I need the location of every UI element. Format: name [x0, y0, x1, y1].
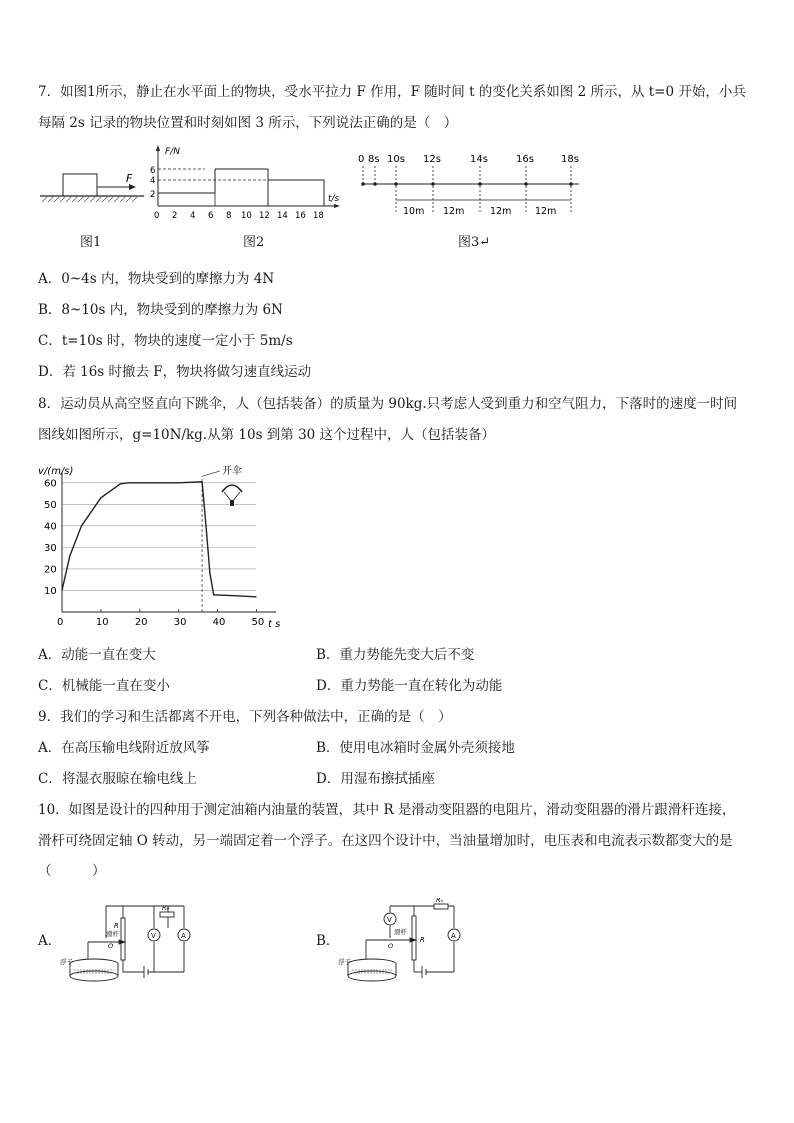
q8-stem-line2: 图线如图所示，g=10N/kg.从第 10s 到第 30 这个过程中，人（包括装备） [38, 427, 496, 443]
svg-text:8s: 8s [368, 154, 380, 165]
q8-option-c: C．机械能一直在变小 [38, 678, 170, 694]
ytick-label-20: 20 [44, 564, 57, 576]
float-label: 浮子 [60, 958, 73, 966]
svg-text:0: 0 [358, 154, 365, 165]
svg-text:滑杆: 滑杆 [106, 930, 119, 938]
svg-text:A: A [181, 932, 186, 940]
q7-figure1 [38, 150, 148, 210]
q10-circuit-b [336, 898, 466, 986]
svg-text:12m: 12m [443, 206, 465, 217]
svg-text:12m: 12m [490, 206, 512, 217]
svg-text:V: V [387, 916, 392, 924]
ytick-label-60: 60 [44, 478, 57, 490]
q7-stem-line2: 每隔 2s 记录的物块位置和时刻如图 3 所示，下列说法正确的是（ ） [38, 115, 458, 131]
q7-option-c: C．t=10s 时，物块的速度一定小于 5m/s [38, 333, 293, 349]
q10-option-a-label: A． [38, 933, 62, 949]
svg-text:10s: 10s [387, 154, 405, 165]
y-axis-label: F/N [165, 147, 180, 157]
svg-text:4: 4 [190, 211, 196, 221]
grid [62, 483, 256, 591]
chute-annotation: 开伞 [222, 466, 242, 477]
q7-option-b: B．8~10s 内，物块受到的摩擦力为 6N [38, 302, 283, 318]
svg-text:14: 14 [277, 211, 288, 221]
ground-hatching [42, 196, 138, 202]
oil-tank-icon [70, 959, 118, 981]
q10-stem-line3: （ ） [38, 863, 106, 879]
ytick-4: 4 [150, 176, 156, 186]
q8-option-b: B．重力势能先变大后不变 [316, 647, 475, 663]
q9-option-b: B．使用电冰箱时金属外壳须接地 [316, 740, 515, 756]
ytick-label-30: 30 [44, 542, 57, 554]
svg-text:12m: 12m [535, 206, 557, 217]
velocity-series-line [62, 482, 257, 597]
svg-text:16: 16 [295, 211, 306, 221]
q8-option-d: D．重力势能一直在转化为动能 [316, 678, 503, 694]
q10-stem-line1: 10．如图是设计的四种用于测定油箱内油量的装置，其中 R 是滑动变阻器的电阻片，滑动变阻器的滑片跟滑杆连接， [38, 802, 736, 818]
q7-figure2 [148, 144, 353, 224]
q9-option-d: D．用湿布擦拭插座 [316, 771, 435, 787]
svg-text:0: 0 [154, 211, 160, 221]
q10-stem-line2: 滑杆可绕固定轴 O 转动，另一端固定着一个浮子。在这四个设计中，当油量增加时，电压表和电流表示数都变大的是 [38, 833, 733, 849]
q8-vt-chart [36, 462, 296, 634]
svg-text:R₀: R₀ [162, 904, 170, 912]
q7-fig3-caption: 图3↵ [458, 235, 491, 250]
time-labels [358, 154, 579, 165]
float-label: 浮子 [338, 958, 351, 966]
svg-text:R₀: R₀ [436, 898, 444, 904]
q9-stem: 9．我们的学习和生活都离不开电，下列各种做法中，正确的是（ ） [38, 709, 452, 725]
svg-text:O: O [388, 942, 394, 950]
ytick-label-40: 40 [44, 521, 57, 533]
oil-tank-icon [348, 959, 396, 981]
svg-text:A: A [451, 932, 456, 940]
svg-text:8: 8 [226, 211, 232, 221]
x-ticks [154, 211, 324, 221]
ytick-6: 6 [150, 166, 156, 176]
q7-fig2-caption: 图2 [243, 235, 265, 250]
svg-text:16s: 16s [516, 154, 534, 165]
q7-stem-line1: 7．如图1所示，静止在水平面上的物块，受水平拉力 F 作用，F 随时间 t 的变化关系如图 2 所示，从 t=0 开始，小兵 [38, 84, 746, 100]
q7-fig1-caption: 图1 [80, 235, 102, 250]
xtick-label-30: 30 [173, 617, 187, 628]
q9-option-c: C．将湿衣服晾在输电线上 [38, 771, 197, 787]
svg-text:14s: 14s [470, 154, 488, 165]
svg-text:R: R [420, 936, 425, 944]
svg-text:滑杆: 滑杆 [394, 928, 407, 936]
svg-text:18s: 18s [561, 154, 579, 165]
q7-option-d: D．若 16s 时撤去 F，物块将做匀速直线运动 [38, 364, 312, 380]
q10-option-b-label: B． [316, 933, 340, 949]
xtick-label-50: 50 [251, 617, 265, 628]
xtick-label-40: 40 [212, 617, 226, 628]
q7-option-a: A．0~4s 内，物块受到的摩擦力为 4N [38, 271, 275, 287]
svg-text:R: R [114, 922, 119, 930]
svg-text:18: 18 [313, 211, 324, 221]
xtick-label-10: 10 [95, 617, 109, 628]
xtick-label-0: 0 [57, 617, 64, 628]
ytick-label-10: 10 [44, 585, 57, 597]
svg-text:V: V [151, 932, 156, 940]
q9-option-a: A．在高压输电线附近放风筝 [38, 740, 210, 756]
q7-figure3 [355, 150, 587, 222]
y-ticks [44, 478, 57, 597]
svg-text:10m: 10m [403, 206, 425, 217]
svg-text:O: O [108, 942, 114, 950]
force-label: F [126, 172, 133, 185]
x-axis-label: t s [268, 619, 281, 630]
x-axis-label: t/s [328, 194, 340, 204]
xtick-label-20: 20 [134, 617, 148, 628]
svg-text:12s: 12s [423, 154, 441, 165]
ytick-label-50: 50 [44, 499, 57, 511]
q8-stem-line1: 8．运动员从高空竖直向下跳伞，人（包括装备）的质量为 90kg.只考虑人受到重力和空气阻力，下落时的速度一时间 [38, 396, 738, 412]
q8-option-a: A．动能一直在变大 [38, 647, 156, 663]
ytick-2: 2 [150, 190, 156, 200]
block [63, 174, 97, 196]
parachute-icon [222, 485, 242, 506]
svg-text:2: 2 [172, 211, 178, 221]
q10-circuit-a [58, 898, 198, 986]
svg-text:10: 10 [241, 211, 252, 221]
svg-text:12: 12 [259, 211, 270, 221]
y-axis-label: v/(m/s) [38, 466, 74, 477]
svg-text:6: 6 [208, 211, 214, 221]
